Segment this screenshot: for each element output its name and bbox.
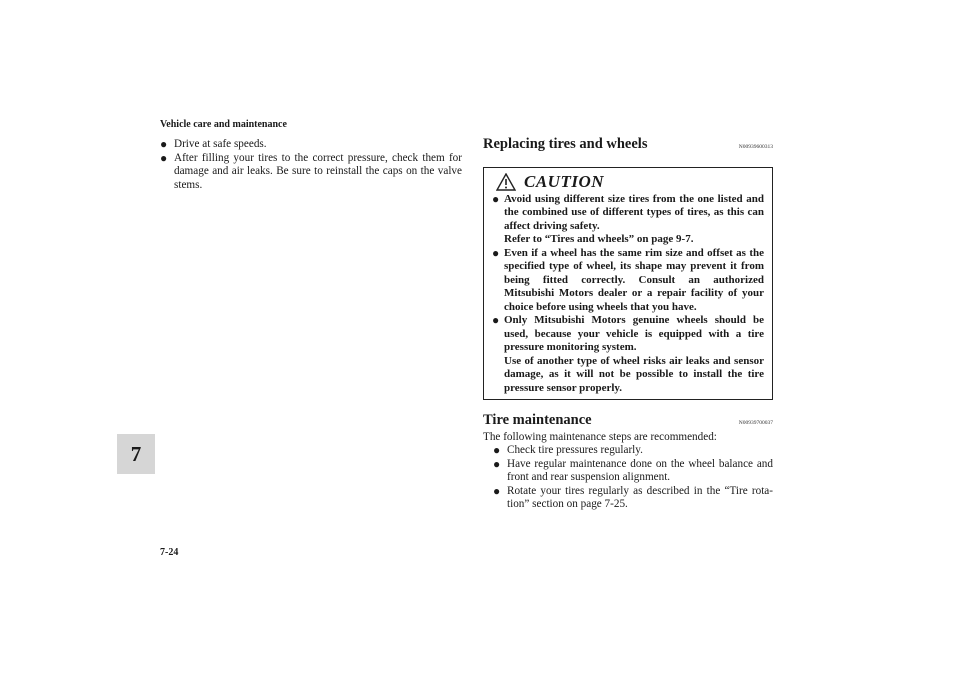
- bullet-icon: ●: [160, 137, 168, 151]
- caution-item-text: Even if a wheel has the same rim size and offset as the specified type of wheel, its shape may prevent it from being fitted correctly. Consult an authorized Mitsubishi Motors dealer or a repair facility of your choice before using wheels that you have.: [504, 246, 764, 313]
- list-item-text: Drive at safe speeds.: [174, 138, 267, 150]
- list-item: [493, 444, 773, 458]
- list-item: [160, 138, 462, 152]
- list-item-text: Have regular maintenance done on the wheel balance and front and rear suspension alignment.: [507, 457, 773, 483]
- caution-label: CAUTION: [524, 171, 605, 191]
- caution-item: [492, 314, 764, 395]
- caution-header: [492, 171, 764, 193]
- caution-item-note: Use of another type of wheel risks air leaks and sensor damage, as it will not be possible to install the tire pressure sensor properly.: [504, 354, 764, 394]
- bullet-icon: ●: [493, 483, 501, 498]
- bullet-icon: ●: [493, 456, 501, 471]
- caution-item-text: Only Mitsubishi Motors genuine wheels should be used, because your vehicle is equipped with a tire pressure monitoring system.: [504, 314, 764, 353]
- list-item-text: Check tire pressures regularly.: [507, 444, 643, 456]
- section-code: N00939600313: [738, 144, 773, 150]
- section-title: Tire maintenance: [483, 412, 592, 428]
- intro-text: The following maintenance steps are recommended:: [483, 430, 717, 443]
- caution-item: [492, 247, 764, 315]
- section-code: N00939700037: [738, 420, 773, 426]
- warning-triangle-icon: [496, 173, 516, 191]
- caution-item: [492, 193, 764, 247]
- caution-item-reference: Refer to “Tires and wheels” on page 9-7.: [504, 233, 694, 245]
- list-item-text: Rotate your tires regularly as described in the “Tire rota-tion” section on page 7-25.: [507, 484, 773, 510]
- caution-item-text: Avoid using different size tires from the one listed and the combined use of different types of tires, as this can affect driving safety.: [504, 192, 764, 232]
- list-item-text: After filling your tires to the correct pressure, check them for damage and air leaks. Be sure to reinstall the caps on the valve stems.: [174, 151, 462, 191]
- right-column: [483, 138, 773, 512]
- list-item: [160, 152, 462, 193]
- bullet-icon: ●: [492, 245, 500, 260]
- bullet-icon: ●: [493, 443, 501, 457]
- bullet-icon: ●: [492, 191, 500, 206]
- caution-box: [483, 167, 773, 401]
- section-heading-maintenance: [483, 414, 773, 431]
- left-column: [160, 138, 462, 192]
- chapter-tab: 7: [117, 434, 155, 474]
- bullet-icon: ●: [160, 150, 168, 165]
- page-number: 7-24: [160, 547, 179, 558]
- list-item: [493, 458, 773, 485]
- list-item: [493, 485, 773, 512]
- running-header: Vehicle care and maintenance: [160, 119, 287, 130]
- section-heading-replacing: [483, 138, 773, 155]
- bullet-icon: ●: [492, 313, 500, 327]
- section-title: Replacing tires and wheels: [483, 136, 648, 152]
